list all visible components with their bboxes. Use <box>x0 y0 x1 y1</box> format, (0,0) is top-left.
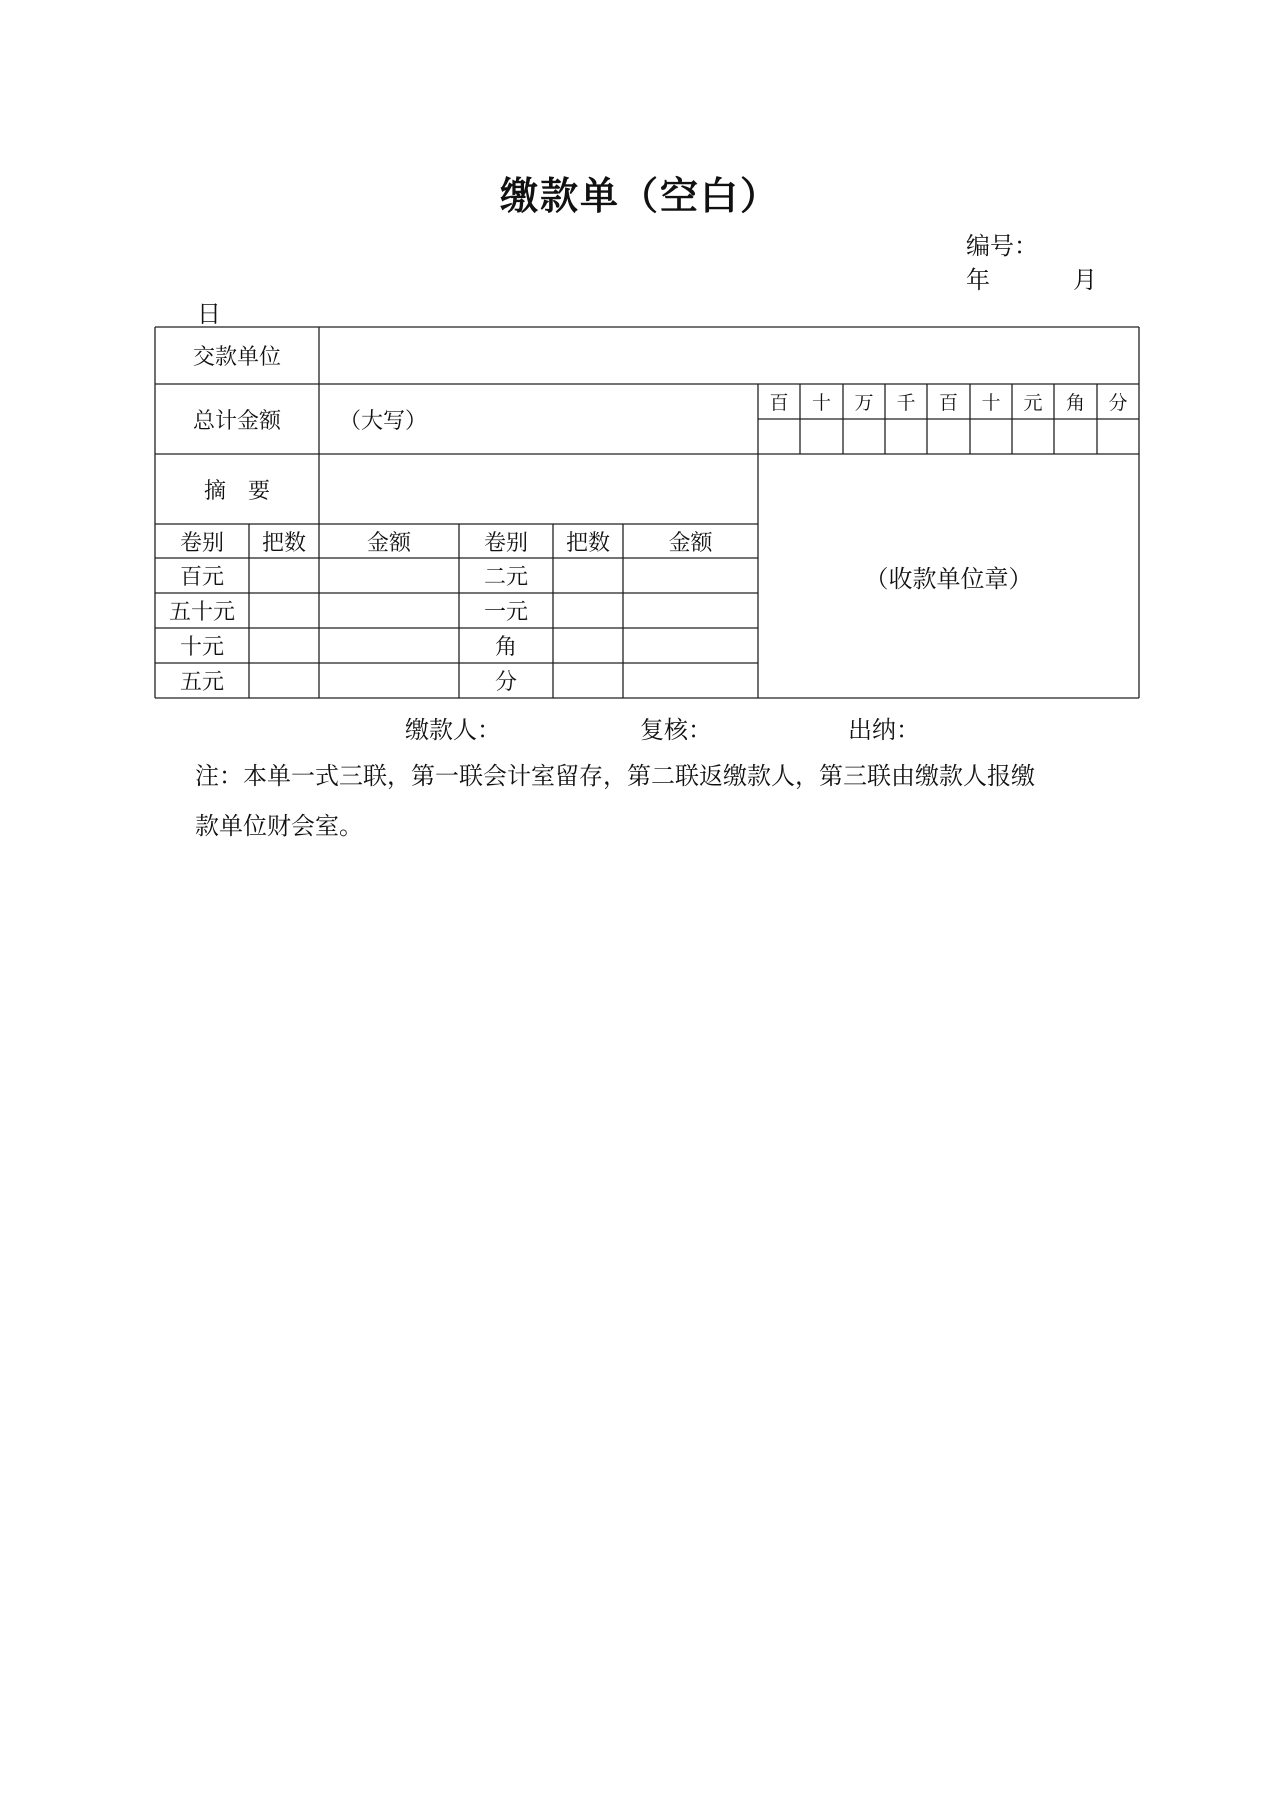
payer-unit-field[interactable] <box>319 327 1139 384</box>
digit-field[interactable] <box>758 419 800 454</box>
digit-field[interactable] <box>1097 419 1139 454</box>
denomination-header: 卷别 <box>179 530 224 556</box>
payer-signature-label: 缴款人： <box>405 716 501 744</box>
digit-field[interactable] <box>885 419 927 454</box>
cashier-signature-label: 出纳： <box>848 716 920 744</box>
bundle-count-header: 把数 <box>261 530 306 556</box>
denomination-label: 角 <box>494 635 517 660</box>
denomination-label: 分 <box>494 670 517 695</box>
digit-field[interactable] <box>927 419 970 454</box>
amount-field[interactable] <box>319 593 459 628</box>
digit-field[interactable] <box>1054 419 1097 454</box>
capital-amount-field[interactable] <box>319 384 758 454</box>
amount-field[interactable] <box>623 593 758 628</box>
bundle-count-field[interactable] <box>553 593 623 628</box>
seal-area <box>758 454 1139 698</box>
year-label: 年 <box>966 266 990 294</box>
digit-header-yuan: 元 <box>1023 392 1043 414</box>
bundle-count-field[interactable] <box>553 628 623 663</box>
bundle-count-field[interactable] <box>553 663 623 698</box>
month-label: 月 <box>1073 266 1097 294</box>
denomination-label: 五元 <box>179 670 224 695</box>
digit-header-ten-million: 十 <box>811 392 831 414</box>
digit-field[interactable] <box>800 419 843 454</box>
number-label: 编号： <box>966 232 1038 260</box>
payer-unit-label: 交款单位 <box>192 345 281 370</box>
reviewer-signature-label: 复核： <box>640 716 712 744</box>
amount-field[interactable] <box>623 663 758 698</box>
digit-header-thousand: 千 <box>896 392 916 414</box>
summary-field[interactable] <box>319 454 758 524</box>
digit-field[interactable] <box>843 419 885 454</box>
bundle-count-field[interactable] <box>249 663 319 698</box>
capital-hint: （大写） <box>339 408 428 434</box>
total-amount-label: 总计金额 <box>192 408 281 434</box>
footnote-line-2: 款单位财会室。 <box>195 812 363 840</box>
summary-label: 摘 要 <box>203 478 270 504</box>
seal-label: （收款单位章） <box>864 564 1033 593</box>
digit-field[interactable] <box>1012 419 1054 454</box>
amount-field[interactable] <box>319 628 459 663</box>
bundle-count-header: 把数 <box>565 530 610 556</box>
digit-header-hundred-million: 百 <box>769 392 789 414</box>
denomination-header: 卷别 <box>483 530 528 556</box>
amount-header: 金额 <box>668 530 713 556</box>
bundle-count-field[interactable] <box>249 558 319 593</box>
digit-header-jiao: 角 <box>1065 392 1085 414</box>
bundle-count-field[interactable] <box>249 593 319 628</box>
amount-header: 金额 <box>366 530 411 556</box>
page-title: 缴款单（空白） <box>499 174 780 218</box>
amount-field[interactable] <box>319 663 459 698</box>
digit-field[interactable] <box>970 419 1012 454</box>
denomination-label: 十元 <box>179 635 224 660</box>
denomination-label: 二元 <box>483 565 528 590</box>
bundle-count-field[interactable] <box>553 558 623 593</box>
amount-field[interactable] <box>623 628 758 663</box>
denomination-label: 五十元 <box>168 600 235 625</box>
digit-header-ten: 十 <box>981 392 1001 414</box>
amount-field[interactable] <box>319 558 459 593</box>
digit-header-fen: 分 <box>1108 392 1128 414</box>
digit-header-ten-thousand: 万 <box>854 392 874 414</box>
footnote-line-1: 注：本单一式三联，第一联会计室留存，第二联返缴款人，第三联由缴款人报缴 <box>195 762 1035 790</box>
bundle-count-field[interactable] <box>249 628 319 663</box>
amount-field[interactable] <box>623 558 758 593</box>
denomination-label: 一元 <box>483 600 528 625</box>
day-label: 日 <box>197 300 221 328</box>
denomination-label: 百元 <box>179 565 224 590</box>
digit-header-hundred: 百 <box>938 392 958 414</box>
